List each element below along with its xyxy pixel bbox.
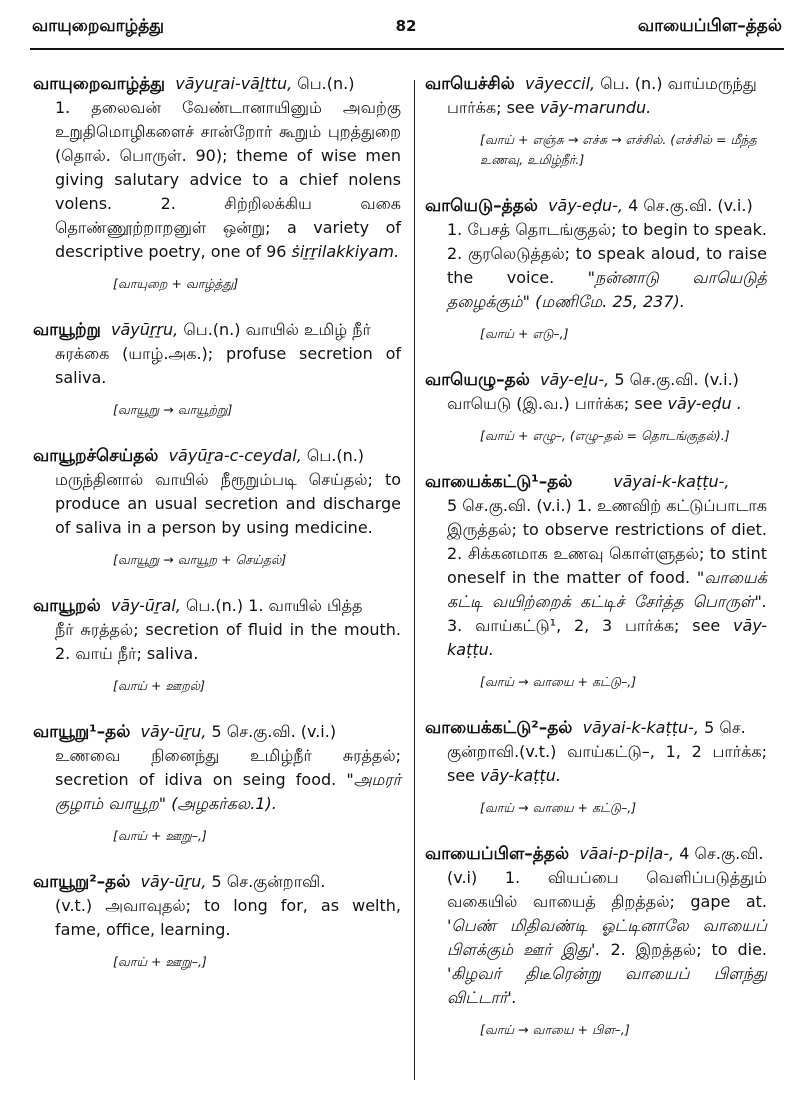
- dictionary-entry: [33, 720, 401, 846]
- quotation: "நன்னாடு வாயெடுத் தழைக்கும்" (மணிமே. 25, 237).: [447, 268, 767, 311]
- quotation: "அமரர் குழாம் வாயூற" (அழகர்கல.1).: [55, 770, 401, 813]
- definition: பார்க்க; see vāy-marundu.: [447, 98, 652, 117]
- etymology: [வாயுறை + வாழ்த்து]: [113, 276, 239, 291]
- dictionary-entry: [33, 444, 401, 570]
- etymology: [வாய் + ஊறல்]: [113, 678, 206, 693]
- header-rule: [30, 48, 784, 50]
- part-of-speech: பெ.(n.): [297, 74, 355, 93]
- transliteration: vāy-ūṟu,: [140, 872, 207, 891]
- headword: வாயைக்கட்டு¹–தல்: [425, 472, 573, 492]
- definition: (v.t.) அவாவுதல்; to long for, as welth, fame, office, learning.: [55, 896, 401, 939]
- quotation: "வாயைக் கட்டி வயிற்றைக் கட்டிச் சேர்த்த பொருள்".: [447, 568, 767, 611]
- definition: நீர் சுரத்தல்; secretion of fluid in the mouth. 2. வாய் நீர்; saliva.: [55, 620, 401, 663]
- etymology: [வாயூறு → வாயூற்று]: [113, 402, 233, 417]
- etymology: [வாய் + ஊறு–,]: [113, 954, 207, 969]
- transliteration: vāyai-k-kaṭṭu-,: [582, 718, 699, 737]
- part-of-speech: பெ. (n.) வாய்மருந்து: [600, 74, 757, 93]
- part-of-speech: பெ.(n.): [306, 446, 365, 465]
- etymology: [வாய் + ஊறு–,]: [113, 828, 207, 843]
- headword: வாயெடு–த்தல்: [425, 196, 538, 216]
- transliteration: vāyai-k-kaṭṭu-,: [613, 472, 730, 491]
- part-of-speech: 5 செ.குன்றாவி.: [211, 872, 326, 891]
- definition: 5 செ.கு.வி. (v.i.) 1. உணவிற் கட்டுப்பாடாக இருத்தல்; to observe restrictions of diet. 2. சிக்கனமாக உணவு கொள்ளுதல்; to stint oneself in the matter of food. "வாயைக் கட்டி வயிற்றைக் கட்டிச் சேர்த்த பொருள்". 3. வாய்கட்டு¹, 2, 3 பார்க்க; see vāy-kaṭṭu.: [447, 496, 767, 659]
- dictionary-entry: [425, 368, 767, 446]
- dictionary-entry: [33, 594, 401, 696]
- transliteration: vāyūṟṟu,: [110, 320, 179, 339]
- etymology: [வாய் + எஞ்சு → எச்சு → எச்சில். (எச்சில் = மீந்த உணவு, உமிழ்நீர்.]: [480, 132, 757, 167]
- transliteration: vāy-ūṟu,: [140, 722, 207, 741]
- definition: குன்றாவி.(v.t.) வாய்கட்டு–, 1, 2 பார்க்க; see vāy-kaṭṭu.: [447, 742, 767, 785]
- transliteration: vāai-p-piḷa-,: [579, 844, 675, 863]
- headword: வாயூறு²–தல்: [33, 872, 131, 892]
- headword: வாயெழு–தல்: [425, 370, 530, 390]
- part-of-speech: 5 செ.கு.வி. (v.i.): [614, 370, 739, 389]
- quotation: 'கிழவர் திடீரென்று வாயைப் பிளந்து விட்டார்'.: [447, 964, 767, 1007]
- dictionary-entry: [33, 72, 401, 294]
- definition: சுரக்கை (யாழ்.அக.); profuse secretion of saliva.: [55, 344, 401, 387]
- part-of-speech: 5 செ.: [704, 718, 746, 737]
- part-of-speech: பெ.(n.) வாயில் உமிழ் நீர்: [183, 320, 371, 339]
- etymology: [வாய் + எடு–,]: [480, 326, 569, 341]
- headword: வாயெச்சில்: [425, 74, 515, 94]
- headword: வாயூறச்செய்தல்: [33, 446, 159, 466]
- part-of-speech: 4 செ.கு.வி.: [679, 844, 764, 863]
- header-right-guideword: வாயைப்பிள–த்தல்: [637, 16, 782, 36]
- right-column: [425, 72, 767, 1054]
- dictionary-entry: [425, 72, 767, 170]
- definition: வாயெடு (இ.வ.) பார்க்க; see vāy-eḍu .: [447, 394, 742, 413]
- transliteration: vāy-ūṟal,: [110, 596, 181, 615]
- dictionary-entry: [425, 470, 767, 692]
- dictionary-entry: [425, 194, 767, 344]
- page-number: 82: [395, 17, 417, 35]
- page-header: [30, 12, 782, 42]
- header-left-guideword: வாயுறைவாழ்த்து: [32, 16, 165, 36]
- etymology: [வாய் + எழு–, (எழு–தல் = தொடங்குதல்).]: [480, 428, 730, 443]
- part-of-speech: 4 செ.கு.வி. (v.i.): [628, 196, 753, 215]
- headword: வாயூறல்: [33, 596, 101, 616]
- etymology: [வாய் → வாயை + பிள–,]: [480, 1022, 630, 1037]
- transliteration: vāyuṟai-vāḻttu,: [175, 74, 293, 93]
- definition: மருந்தினால் வாயில் நீரூறும்படி செய்தல்; to produce an usual secretion and discharge of saliva in a person by using medicine.: [55, 470, 401, 537]
- definition: உணவை நினைந்து உமிழ்நீர் சுரத்தல்; secretion of idiva on seing food. "அமரர் குழாம் வாயூற" (அழகர்கல.1).: [55, 746, 401, 813]
- part-of-speech: பெ.(n.) 1. வாயில் பித்த: [185, 596, 363, 615]
- column-divider: [414, 80, 415, 1080]
- dictionary-entry: [33, 318, 401, 420]
- dictionary-entry: [425, 716, 767, 818]
- etymology: [வாயூறு → வாயூற + செய்தல்]: [113, 552, 287, 567]
- headword: வாயுறைவாழ்த்து: [33, 74, 166, 94]
- definition: 1. தலைவன் வேண்டானாயினும் அவற்கு உறுதிமொழிகளைச் சான்றோர் கூறும் புறத்துறை (தொல். பொருள். 90); theme of wise men giving salutary advice to a chief nolens volens. 2. சிற்றிலக்கிய வகை தொண்ணூற்றாறனுள் ஒன்று; a variety of descriptive poetry, one of 96 ṡiṟṟilakkiyam.: [55, 98, 401, 261]
- definition: (v.i) 1. வியப்பை வெளிப்படுத்தும் வகையில் வாயைத் திறத்தல்; gape at. 'பெண் மிதிவண்டி ஓட்டினாலே வாயைப் பிளக்கும் ஊர் இது'. 2. இறத்தல்; to die. 'கிழவர் திடீரென்று வாயைப் பிளந்து விட்டார்'.: [447, 868, 768, 1007]
- dictionary-entry: [425, 842, 767, 1040]
- headword: வாயூறு¹–தல்: [33, 722, 131, 742]
- etymology: [வாய் → வாயை + கட்டு–,]: [480, 674, 637, 689]
- dictionary-entry: [33, 870, 401, 972]
- headword: வாயூற்று: [33, 320, 101, 340]
- transliteration: vāy-eḻu-,: [539, 370, 610, 389]
- definition: 1. பேசத் தொடங்குதல்; to begin to speak. 2. குரலெடுத்தல்; to speak aloud, to raise the voice. "நன்னாடு வாயெடுத் தழைக்கும்" (மணிமே. 25, 237).: [447, 220, 767, 311]
- left-column: [33, 72, 401, 986]
- transliteration: vāy-eḍu-,: [548, 196, 624, 215]
- etymology: [வாய் → வாயை + கட்டு–,]: [480, 800, 637, 815]
- headword: வாயைப்பிள–த்தல்: [425, 844, 570, 864]
- transliteration: vāyūṟa-c-ceydal,: [168, 446, 302, 465]
- part-of-speech: 5 செ.கு.வி. (v.i.): [211, 722, 337, 741]
- headword: வாயைக்கட்டு²–தல்: [425, 718, 573, 738]
- quotation: 'பெண் மிதிவண்டி ஓட்டினாலே வாயைப் பிளக்கும் ஊர் இது'.: [447, 916, 767, 959]
- transliteration: vāyeccil,: [524, 74, 596, 93]
